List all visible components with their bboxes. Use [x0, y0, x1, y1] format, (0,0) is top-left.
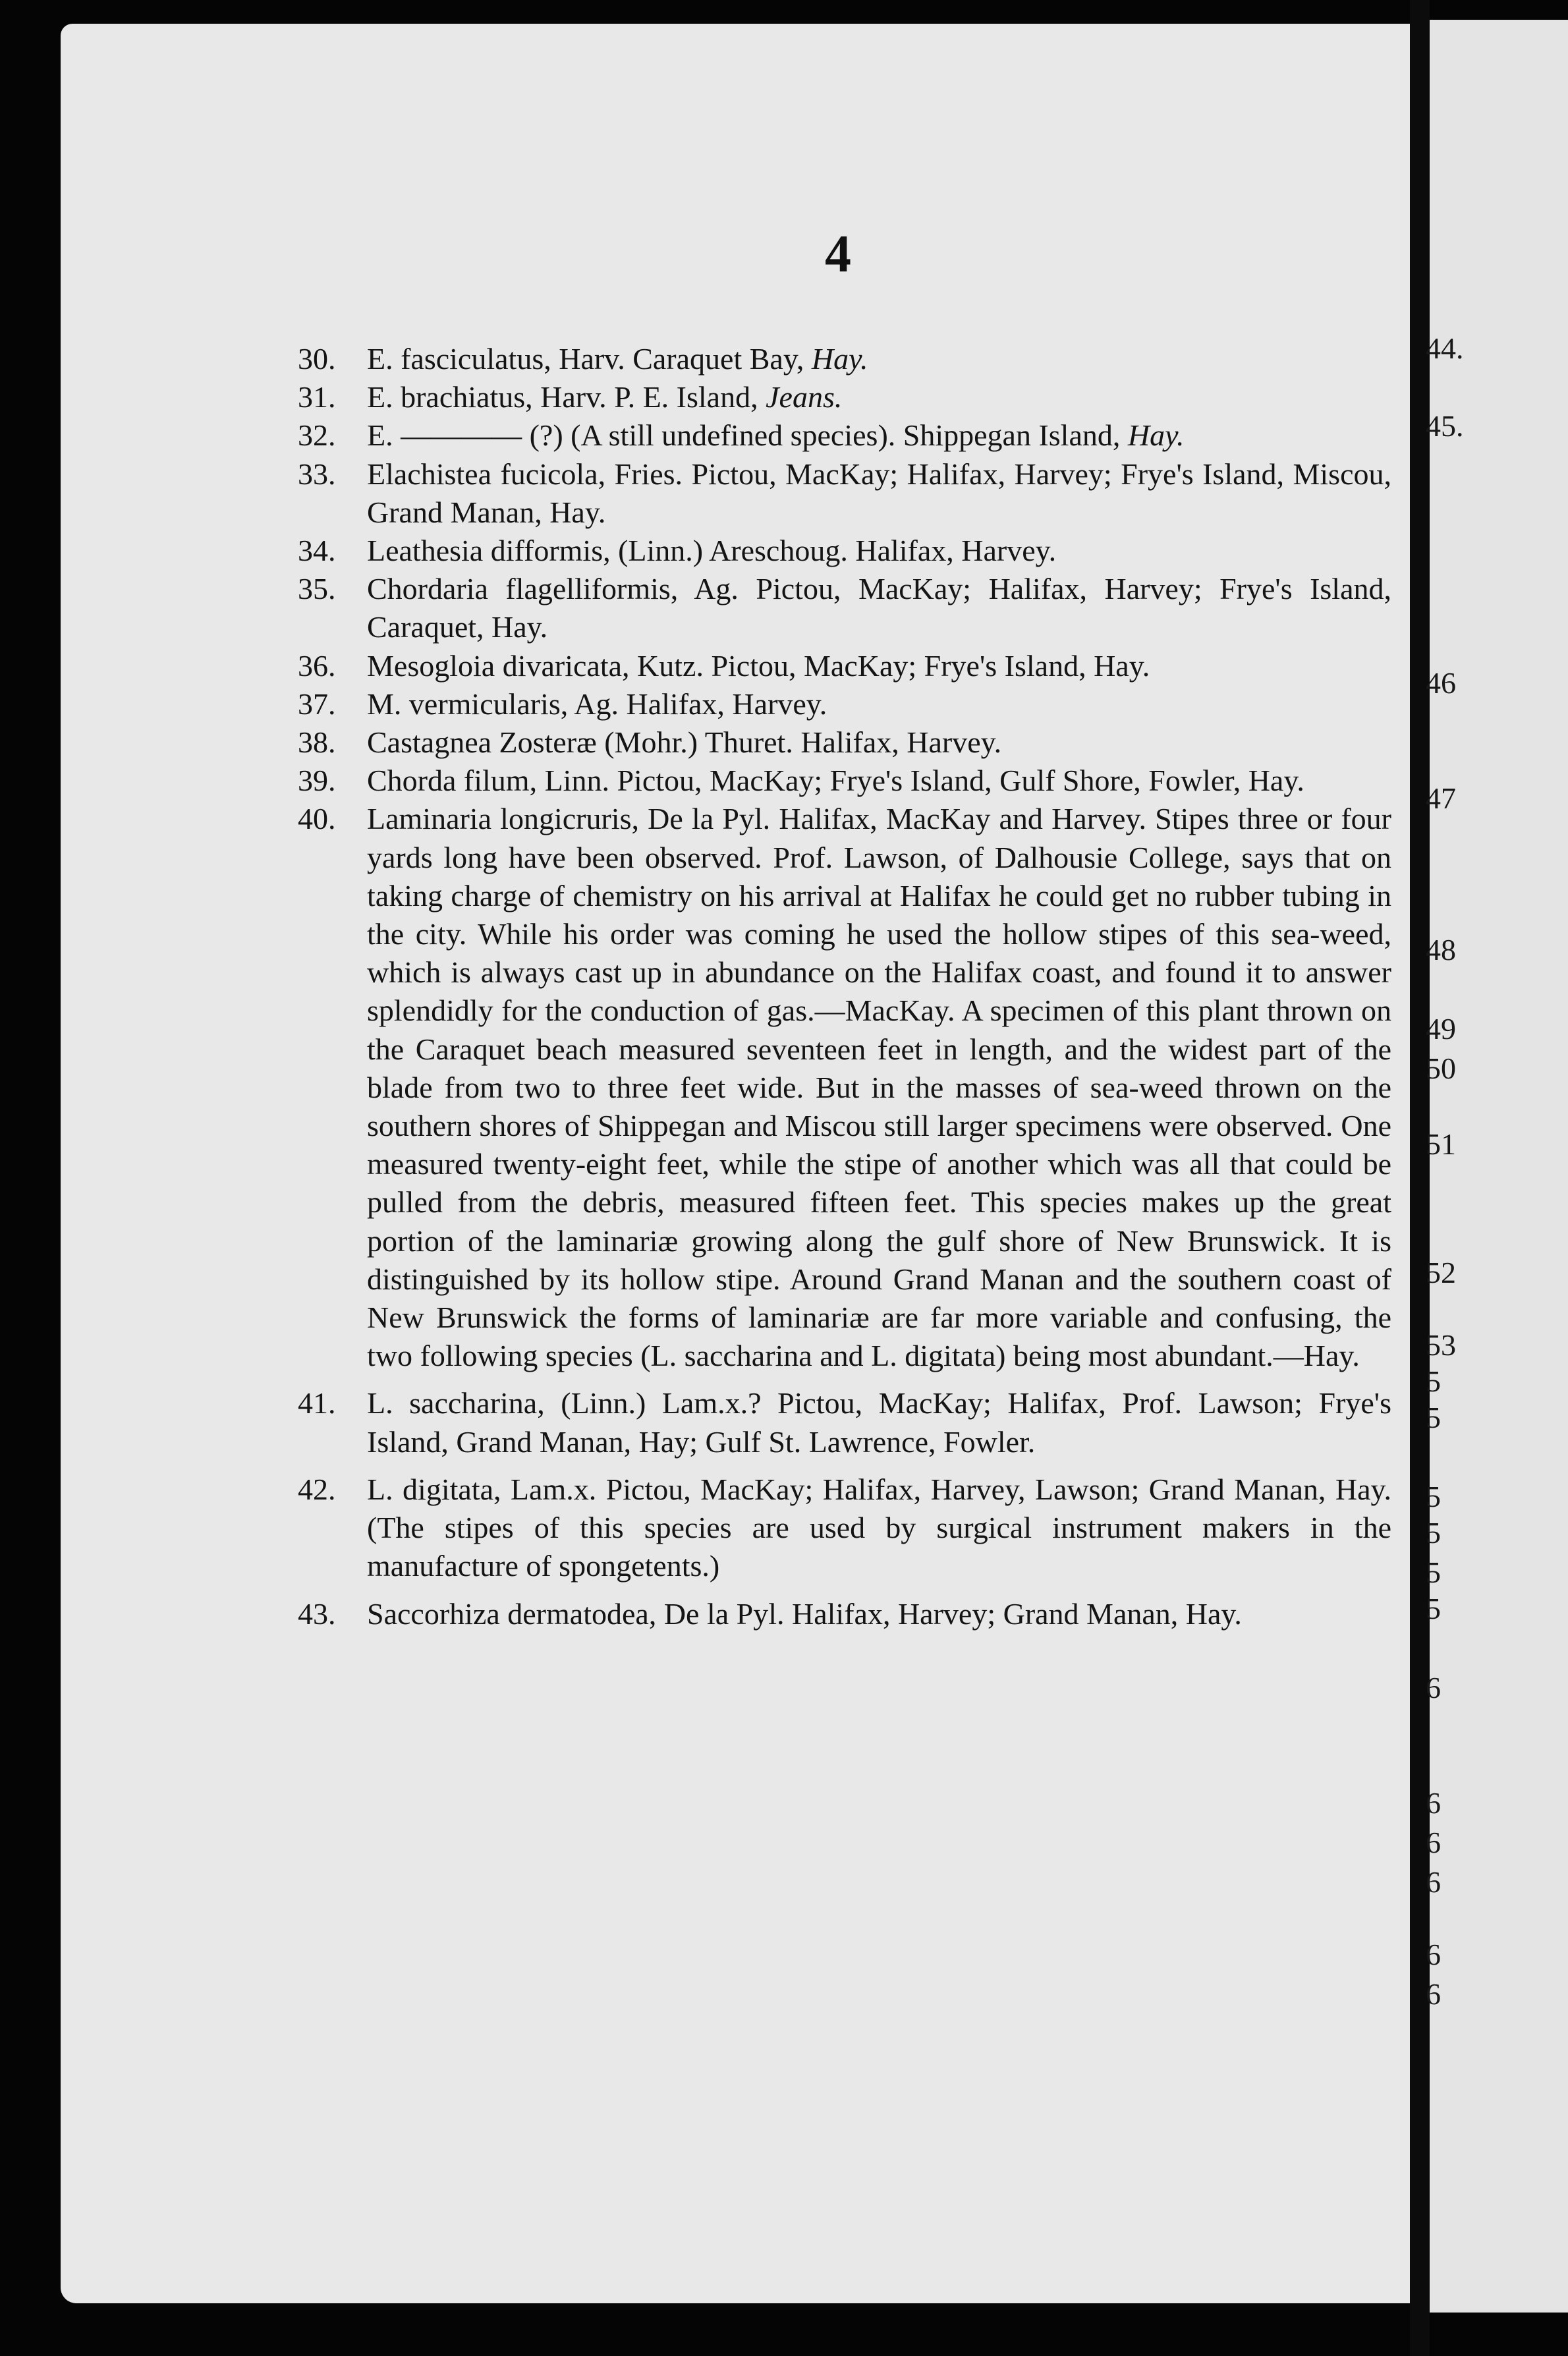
list-item [298, 1471, 1391, 1586]
list-item [298, 800, 1391, 1375]
entry-number: 33. [298, 457, 336, 491]
entry-number: 42. [298, 1472, 336, 1506]
edge-number: 46 [1426, 666, 1456, 700]
list-item [298, 723, 1391, 762]
edge-number: 6 [1426, 1826, 1441, 1859]
entry-number: 37. [298, 687, 336, 721]
entry-text: Elachistea fucicola, Fries. Pictou, MacKay; Halifax, Harvey; Frye's Island, Miscou, Grand Manan, Hay. [367, 457, 1391, 529]
entry-number: 39. [298, 764, 336, 798]
entry-text: E. fasciculatus, Harv. Caraquet Bay, Hay. [367, 342, 868, 376]
entry-text: L. saccharina, (Linn.) Lam.x.? Pictou, MacKay; Halifax, Prof. Lawson; Frye's Island, Grand Manan, Hay; Gulf St. Lawrence, Fowler. [367, 1386, 1391, 1459]
adjacent-page-edge [1426, 20, 1568, 2313]
list-item [298, 1384, 1391, 1461]
list-item [298, 416, 1391, 455]
entry-number: 34. [298, 534, 336, 568]
entry-text: Chorda filum, Linn. Pictou, MacKay; Frye's Island, Gulf Shore, Fowler, Hay. [367, 764, 1304, 798]
edge-number: 51 [1426, 1127, 1456, 1161]
entry-number: 35. [298, 572, 336, 606]
edge-number: 5 [1426, 1480, 1441, 1513]
list-item [298, 1595, 1391, 1633]
entry-number: 40. [298, 802, 336, 836]
entry-number: 43. [298, 1596, 336, 1631]
list-item [298, 455, 1391, 532]
entry-number: 38. [298, 725, 336, 760]
entry-number: 32. [298, 418, 336, 453]
entry-number: 41. [298, 1386, 336, 1420]
list-item [298, 378, 1391, 416]
entry-text: Leathesia difformis, (Linn.) Areschoug. Halifax, Harvey. [367, 534, 1057, 568]
entry-text: Castagnea Zosteræ (Mohr.) Thuret. Halifax, Harvey. [367, 725, 1002, 760]
list-item [298, 340, 1391, 378]
edge-number: 48 [1426, 933, 1456, 967]
edge-number: 53 [1426, 1328, 1456, 1362]
entry-text: Chordaria flagelliformis, Ag. Pictou, MacKay; Halifax, Harvey; Frye's Island, Caraquet, Hay. [367, 572, 1391, 644]
edge-number: 5 [1426, 1364, 1441, 1398]
entry-text: Saccorhiza dermatodea, De la Pyl. Halifax, Harvey; Grand Manan, Hay. [367, 1596, 1242, 1631]
entry-text: Laminaria longicruris, De la Pyl. Halifax, MacKay and Harvey. Stipes three or four yards long have been observed. Prof. Lawson, of Dalhousie College, says that on taking charge of chemistry on his arrival at Halifax he could get no rubber tubing in the city. While his order was coming he used the hollow stipes of this sea-weed, which is always cast up in abundance on the Halifax coast, and found it to answer splendidly for the conduction of gas.—MacKay. A specimen of this plant thrown on the Caraquet beach measured seventeen feet in length, and the widest part of the blade from two to three feet wide. But in the masses of sea-weed thrown on the southern shores of Shippegan and Miscou still larger specimens were observed. One measured twenty-eight feet, while the stipe of another which was all that could be pulled from the debris, measured fifteen feet. This species makes up the great portion of the laminariæ growing along the gulf shore of New Brunswick. It is distinguished by its hollow stipe. Around Grand Manan and the southern coast of New Brunswick the forms of laminariæ are far more variable and confusing, the two following species (L. saccharina and L. digitata) being most abundant.—Hay. [367, 802, 1391, 1373]
species-list [298, 340, 1391, 1633]
edge-number: 50 [1426, 1052, 1456, 1085]
list-item [298, 570, 1391, 646]
edge-number: 6 [1426, 1786, 1441, 1820]
entry-text: L. digitata, Lam.x. Pictou, MacKay; Halifax, Harvey, Lawson; Grand Manan, Hay. (The stipes of this species are used by surgical instrument makers in the manufacture of spongetents.) [367, 1472, 1391, 1583]
edge-number: 45. [1426, 409, 1464, 443]
entry-number: 31. [298, 380, 336, 414]
entry-text: E. ———— (?) (A still undefined species). Shippegan Island, Hay. [367, 418, 1185, 453]
list-item [298, 647, 1391, 685]
entry-text: E. brachiatus, Harv. P. E. Island, Jeans. [367, 380, 843, 414]
edge-number: 6 [1426, 1938, 1441, 1971]
entry-number: 30. [298, 342, 336, 376]
edge-number: 49 [1426, 1012, 1456, 1046]
entry-number: 36. [298, 648, 336, 683]
entry-text: M. vermicularis, Ag. Halifax, Harvey. [367, 687, 827, 721]
entry-text: Mesogloia divaricata, Kutz. Pictou, MacKay; Frye's Island, Hay. [367, 648, 1150, 683]
list-item [298, 685, 1391, 723]
edge-number: 5 [1426, 1556, 1441, 1589]
book-page [61, 24, 1418, 2303]
list-item [298, 762, 1391, 800]
edge-number: 44. [1426, 331, 1464, 365]
list-item [298, 532, 1391, 570]
edge-number: 5 [1426, 1401, 1441, 1434]
page-number: 4 [825, 225, 851, 283]
edge-number: 47 [1426, 781, 1456, 815]
edge-number: 5 [1426, 1592, 1441, 1625]
edge-number: 52 [1426, 1256, 1456, 1289]
edge-number: 6 [1426, 1671, 1441, 1704]
edge-number: 6 [1426, 1865, 1441, 1899]
edge-number: 6 [1426, 1977, 1441, 2011]
edge-number: 5 [1426, 1516, 1441, 1550]
